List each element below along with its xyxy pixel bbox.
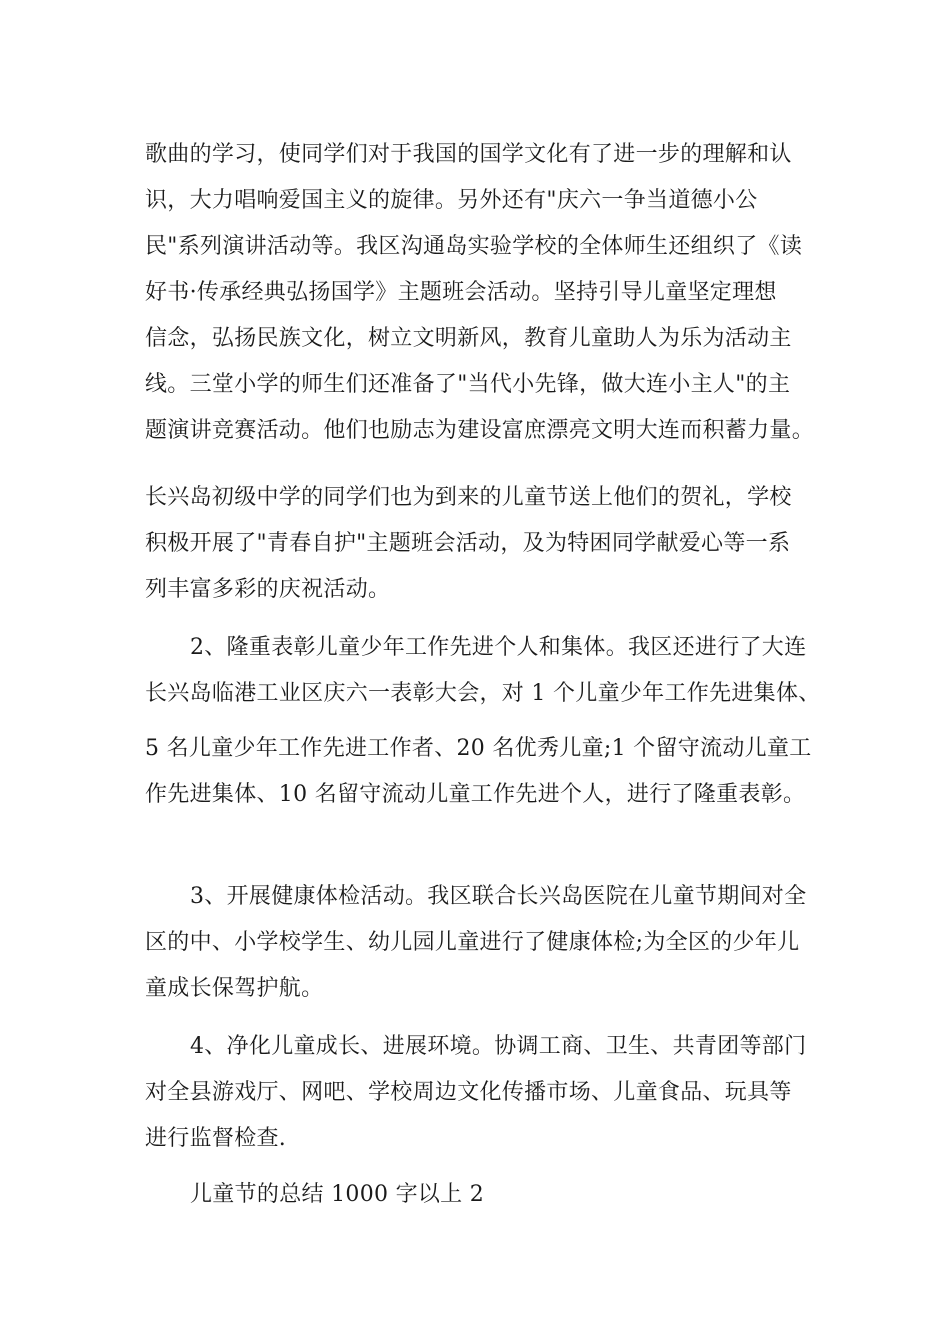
section-heading: 儿童节的总结 1000 字以上 2 (190, 1182, 485, 1207)
paragraph-4-start: 4、净化儿童成长、进展环境。协调工商、卫生、共青团等部门 (190, 1034, 807, 1059)
body-text-line: 民"系列演讲活动等。我区沟通岛实验学校的全体师生还组织了《读 (145, 234, 803, 259)
body-text-line: 长兴岛临港工业区庆六一表彰大会，对 1 个儿童少年工作先进集体、 (145, 681, 821, 706)
body-text-line: 列丰富多彩的庆祝活动。 (145, 577, 391, 602)
body-text-line: 好书·传承经典弘扬国学》主题班会活动。坚持引导儿童坚定理想 (145, 280, 777, 305)
body-text-line: 积极开展了"青春自护"主题班会活动，及为特困同学献爱心等一系 (145, 531, 791, 556)
body-text-line: 进行监督检查. (145, 1126, 287, 1151)
body-text-line: 作先进集体、10 名留守流动儿童工作先进个人，进行了隆重表彰。 (145, 782, 806, 807)
body-text-line: 区的中、小学校学生、幼儿园儿童进行了健康体检;为全区的少年儿 (145, 930, 800, 955)
body-text-line: 歌曲的学习，使同学们对于我国的国学文化有了进一步的理解和认 (145, 142, 792, 167)
body-text-line: 识，大力唱响爱国主义的旋律。另外还有"庆六一争当道德小公 (145, 188, 758, 213)
body-text-line: 5 名儿童少年工作先进工作者、20 名优秀儿童;1 个留守流动儿童工 (145, 736, 812, 761)
body-text-line: 题演讲竞赛活动。他们也励志为建设富庶漂亮文明大连而积蓄力量。 (145, 418, 815, 443)
body-text-line: 长兴岛初级中学的同学们也为到来的儿童节送上他们的贺礼，学校 (145, 485, 792, 510)
paragraph-3-start: 3、开展健康体检活动。我区联合长兴岛医院在儿童节期间对全 (190, 884, 807, 909)
body-text-line: 对全县游戏厅、网吧、学校周边文化传播市场、儿童食品、玩具等 (145, 1080, 792, 1105)
body-text-line: 童成长保驾护航。 (145, 976, 324, 1001)
body-text-line: 线。三堂小学的师生们还准备了"当代小先锋，做大连小主人"的主 (145, 372, 791, 397)
paragraph-2-start: 2、隆重表彰儿童少年工作先进个人和集体。我区还进行了大连 (190, 635, 807, 660)
body-text-line: 信念，弘扬民族文化，树立文明新风，教育儿童助人为乐为活动主 (145, 326, 792, 351)
